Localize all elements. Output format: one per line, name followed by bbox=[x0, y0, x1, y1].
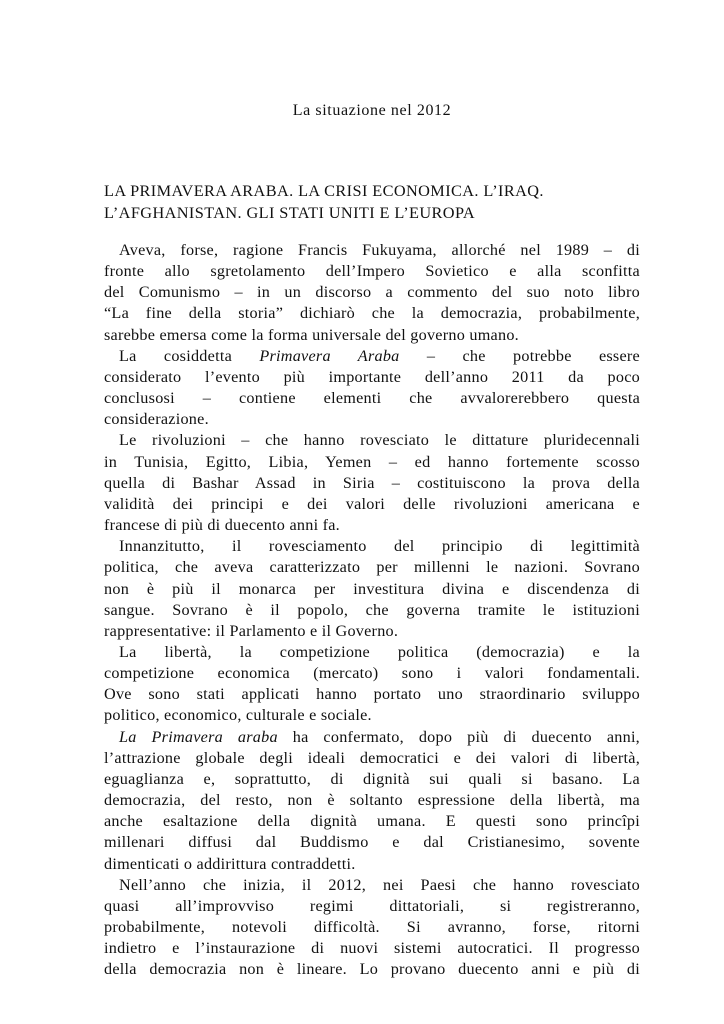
paragraph-line: fronte allo sgretolamento dell’Impero Sovietico e alla sconfitta bbox=[104, 262, 640, 281]
paragraph-line: Nell’anno che inizia, il 2012, nei Paesi che hanno rovesciato bbox=[119, 875, 640, 894]
page-title: La situazione nel 2012 bbox=[292, 102, 452, 119]
paragraph-line: non è più il monarca per investitura divina e discendenza di bbox=[104, 579, 640, 598]
body-text bbox=[104, 240, 640, 980]
paragraph-line: “La fine della storia” dichiarò che la democrazia, probabilmente, bbox=[104, 304, 640, 323]
paragraph bbox=[104, 642, 640, 727]
paragraph-line: La cosiddetta Primavera Araba – che potrebbe essere bbox=[119, 346, 640, 365]
chapter-heading bbox=[104, 180, 640, 224]
paragraph-line: conclusosi – contiene elementi che avvalorerebbero questa bbox=[104, 389, 640, 408]
paragraph-line: considerazione. bbox=[104, 410, 209, 429]
paragraph-line: competizione economica (mercato) sono i valori fondamentali. bbox=[104, 664, 640, 683]
paragraph-line: indietro e l’instaurazione di nuovi sistemi autocratici. Il progresso bbox=[104, 939, 640, 958]
paragraph-line: l’attrazione globale degli ideali democratici e dei valori di libertà, bbox=[104, 748, 640, 767]
paragraph-line: democrazia, del resto, non è soltanto espressione della libertà, ma bbox=[104, 791, 640, 810]
paragraph-line: validità dei principi e dei valori delle rivoluzioni americana e bbox=[104, 494, 640, 513]
paragraph-line: della democrazia non è lineare. Lo provano duecento anni e più di bbox=[104, 960, 640, 979]
paragraph-line: La Primavera araba ha confermato, dopo più di duecento anni, bbox=[119, 727, 640, 746]
paragraph-line: rappresentative: il Parlamento e il Governo. bbox=[104, 621, 399, 640]
paragraph-line: sarebbe emersa come la forma universale del governo umano. bbox=[104, 325, 519, 344]
paragraph bbox=[104, 727, 640, 875]
paragraph-line: politica, che aveva caratterizzato per millenni le nazioni. Sovrano bbox=[104, 558, 640, 577]
paragraph-line: in Tunisia, Egitto, Libia, Yemen – ed hanno fortemente scosso bbox=[104, 452, 640, 471]
paragraph-line: Ove sono stati applicati hanno portato uno straordinario sviluppo bbox=[104, 685, 640, 704]
paragraph-line: quasi all’improvviso regimi dittatoriali, si registreranno, bbox=[104, 896, 640, 915]
paragraph-line: Le rivoluzioni – che hanno rovesciato le dittature pluridecennali bbox=[119, 431, 640, 450]
italic-term: Primavera Araba bbox=[259, 346, 400, 365]
paragraph-line: sangue. Sovrano è il popolo, che governa tramite le istituzioni bbox=[104, 600, 640, 619]
paragraph-line: Innanzitutto, il rovesciamento del principio di legittimità bbox=[119, 537, 640, 556]
paragraph-line: probabilmente, notevoli difficoltà. Si avranno, forse, ritorni bbox=[104, 918, 640, 936]
paragraph-line: politico, economico, culturale e sociale. bbox=[104, 706, 372, 725]
paragraph bbox=[104, 536, 640, 642]
paragraph bbox=[104, 346, 640, 431]
paragraph bbox=[104, 240, 640, 346]
paragraph-line: Aveva, forse, ragione Francis Fukuyama, allorché nel 1989 – di bbox=[119, 241, 640, 259]
paragraph-line: eguaglianza e, soprattutto, di dignità sui quali si basano. La bbox=[104, 769, 640, 788]
paragraph-line: considerato l’evento più importante dell’anno 2011 da poco bbox=[104, 367, 640, 386]
paragraph bbox=[104, 430, 640, 536]
chapter-heading-line: LA PRIMAVERA ARABA. LA CRISI ECONOMICA. L’IRAQ. bbox=[104, 181, 544, 200]
paragraph-line: anche esaltazione della dignità umana. E questi sono princîpi bbox=[104, 812, 640, 831]
paragraph-line: del Comunismo – in un discorso a commento del suo noto libro bbox=[104, 283, 640, 302]
paragraph-line: quella di Bashar Assad in Siria – costituiscono la prova della bbox=[104, 473, 640, 492]
italic-term: La Primavera araba bbox=[119, 727, 278, 746]
paragraph bbox=[104, 875, 640, 981]
paragraph-line: millenari diffusi dal Buddismo e dal Cristianesimo, sovente bbox=[104, 833, 640, 852]
paragraph-line: francese di più di duecento anni fa. bbox=[104, 516, 340, 535]
paragraph-line: dimenticati o addirittura contraddetti. bbox=[104, 854, 356, 873]
chapter-heading-line: L’AFGHANISTAN. GLI STATI UNITI E L’EUROPA bbox=[104, 203, 476, 222]
paragraph-line: La libertà, la competizione politica (democrazia) e la bbox=[119, 642, 640, 661]
